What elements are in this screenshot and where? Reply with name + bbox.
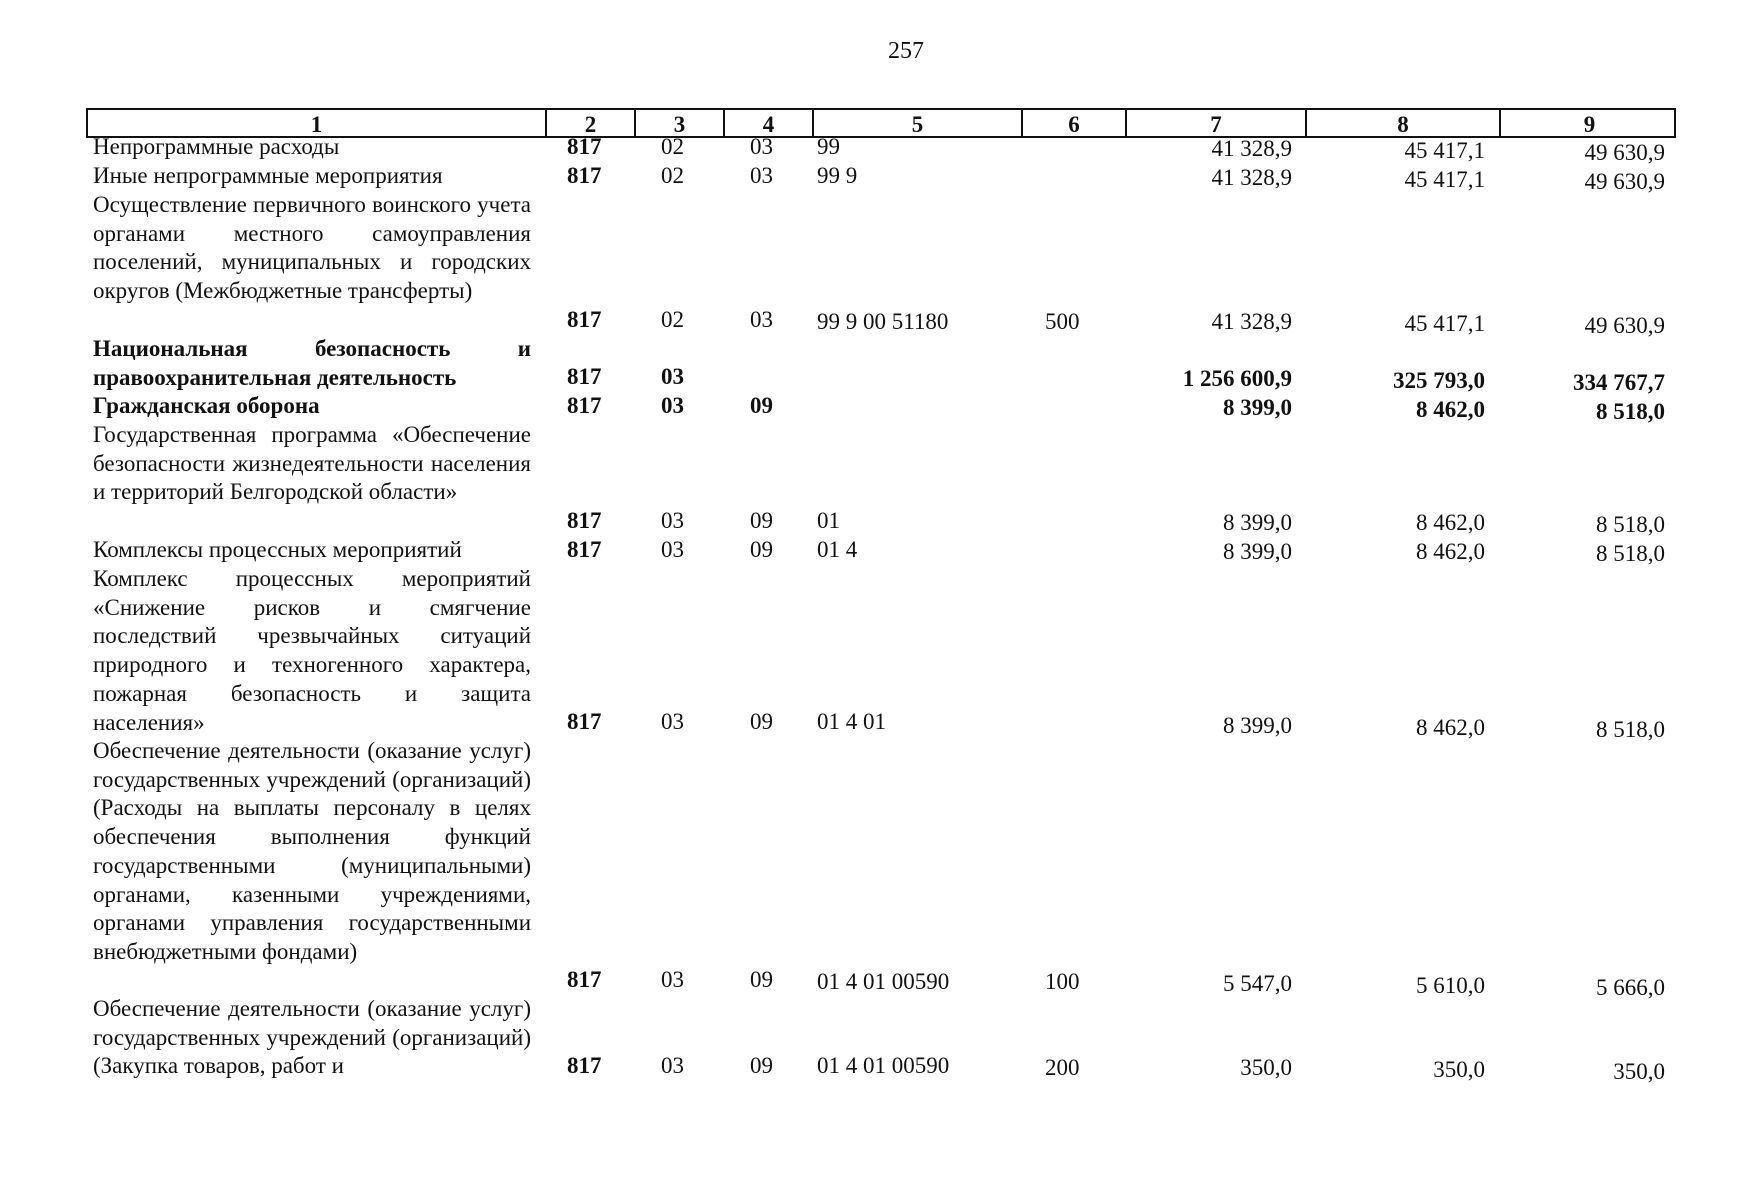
cell-col4: 09 [750,1053,773,1079]
row-description: Иные непрограммные мероприятия [93,163,443,188]
table-row [0,737,1760,1001]
cell-col6: 100 [1045,969,1080,995]
cell-col5: 01 4 [817,537,858,562]
cell-col8: 8 462,0 [1416,510,1485,536]
table-row [0,421,1760,536]
cell-col2: 817 [567,709,602,735]
cell-col8: 45 417,1 [1404,138,1485,163]
row-description: Обеспечение деятельности (оказание услуг) государственных учреждений (организаций) (Расходы на выплаты персоналу в целях обеспечения выполнения функций государственными (муниципальными) органами, казенными учреждениями, органами управления государственными внебюджетными фондами) [93,738,531,964]
cell-col4: 03 [750,134,773,159]
cell-col9: 49 630,9 [1584,140,1665,165]
column-header-1: 1 [88,110,547,136]
row-description: Гражданская оборона [93,393,320,418]
cell-col2: 817 [567,393,602,418]
cell-col6: 500 [1045,309,1080,335]
table-row [0,392,1760,424]
table-row [0,133,1760,165]
cell-col4: 09 [750,537,773,562]
cell-col8: 8 462,0 [1416,715,1485,741]
cell-col8: 350,0 [1433,1057,1485,1083]
cell-col2: 817 [567,967,602,993]
cell-col3: 02 [661,163,684,188]
cell-col2: 817 [567,163,602,188]
cell-col9: 8 518,0 [1596,512,1665,538]
column-header-2: 2 [547,110,636,136]
cell-col5: 99 9 [817,163,858,188]
column-header-8: 8 [1307,110,1501,136]
cell-col2: 817 [567,364,602,390]
cell-col8: 325 793,0 [1393,368,1485,394]
cell-col5: 01 4 01 00590 [817,969,950,995]
table-row [0,335,1760,396]
cell-col3: 02 [661,307,684,333]
cell-col3: 03 [661,1053,684,1079]
cell-col2: 817 [567,508,602,534]
column-header-9: 9 [1583,112,1596,137]
cell-col7: 8 399,0 [1223,713,1292,739]
row-description: Осуществление первичного воинского учета органами местного самоуправления поселений, муниципальных и городских округов (Межбюджетные трансферты) [93,192,531,304]
cell-col6: 200 [1045,1055,1080,1081]
table-row [0,162,1760,194]
cell-col8: 8 462,0 [1416,397,1485,422]
cell-col8: 5 610,0 [1416,973,1485,999]
cell-col7: 1 256 600,9 [1182,366,1292,392]
row-description: Национальная безопасность и правоохранительная деятельность [93,336,531,390]
cell-col2: 817 [567,134,602,159]
cell-col8: 8 462,0 [1416,539,1485,564]
cell-col4: 09 [750,967,773,993]
table-row [0,995,1760,1085]
cell-col3: 03 [661,364,684,390]
column-header-3: 3 [636,110,725,136]
cell-col9: 49 630,9 [1584,313,1665,339]
row-description: Комплекс процессных мероприятий «Снижение рисков и смягчение последствий чрезвычайных ситуаций природного и техногенного характера, пожарная безопасность и защита населения» [93,566,531,735]
cell-col5: 01 4 01 [817,709,886,735]
cell-col9: 5 666,0 [1596,975,1665,1001]
cell-col9: 334 767,7 [1573,370,1665,396]
cell-col4: 03 [750,307,773,333]
row-description: Государственная программа «Обеспечение безопасности жизнедеятельности населения и территорий Белгородской области» [93,422,531,505]
cell-col3: 03 [661,508,684,534]
cell-col5: 01 [817,508,840,534]
table-row [0,191,1760,339]
cell-col7: 5 547,0 [1223,971,1292,997]
cell-col5: 99 [817,134,840,159]
cell-col9: 8 518,0 [1596,717,1665,743]
row-description: Комплексы процессных мероприятий [93,537,462,562]
cell-col4: 09 [750,709,773,735]
cell-col9: 350,0 [1613,1059,1665,1085]
column-header-5: 5 [814,110,1023,136]
cell-col4: 09 [750,508,773,534]
cell-col7: 41 328,9 [1211,165,1292,190]
cell-col2: 817 [567,537,602,562]
cell-col3: 03 [661,393,684,418]
column-header-6: 6 [1023,110,1127,136]
cell-col8: 45 417,1 [1404,167,1485,192]
cell-col3: 03 [661,967,684,993]
cell-col9: 8 518,0 [1596,399,1665,424]
cell-col7: 8 399,0 [1223,539,1292,564]
cell-col7: 8 399,0 [1223,395,1292,420]
cell-col7: 41 328,9 [1211,309,1292,335]
cell-col7: 41 328,9 [1211,136,1292,161]
cell-col4: 03 [750,163,773,188]
table-row [0,536,1760,565]
cell-col7: 350,0 [1240,1055,1292,1081]
cell-col5: 99 9 00 51180 [817,309,949,335]
column-header-7: 7 [1127,110,1307,136]
page-number: 257 [888,38,924,64]
column-header-4: 4 [725,110,814,136]
cell-col8: 45 417,1 [1404,311,1485,337]
cell-col3: 03 [661,537,684,562]
cell-col2: 817 [567,1053,602,1079]
row-description: Обеспечение деятельности (оказание услуг) государственных учреждений (организаций) (Закупка товаров, работ и [93,996,531,1079]
cell-col3: 03 [661,709,684,735]
cell-col9: 49 630,9 [1584,169,1665,194]
table-row [0,565,1760,743]
cell-col9: 8 518,0 [1596,541,1665,566]
cell-col3: 02 [661,134,684,159]
cell-col7: 8 399,0 [1223,510,1292,536]
cell-col2: 817 [567,307,602,333]
row-description: Непрограммные расходы [93,134,340,159]
cell-col4: 09 [750,393,773,418]
cell-col5: 01 4 01 00590 [817,1053,950,1079]
